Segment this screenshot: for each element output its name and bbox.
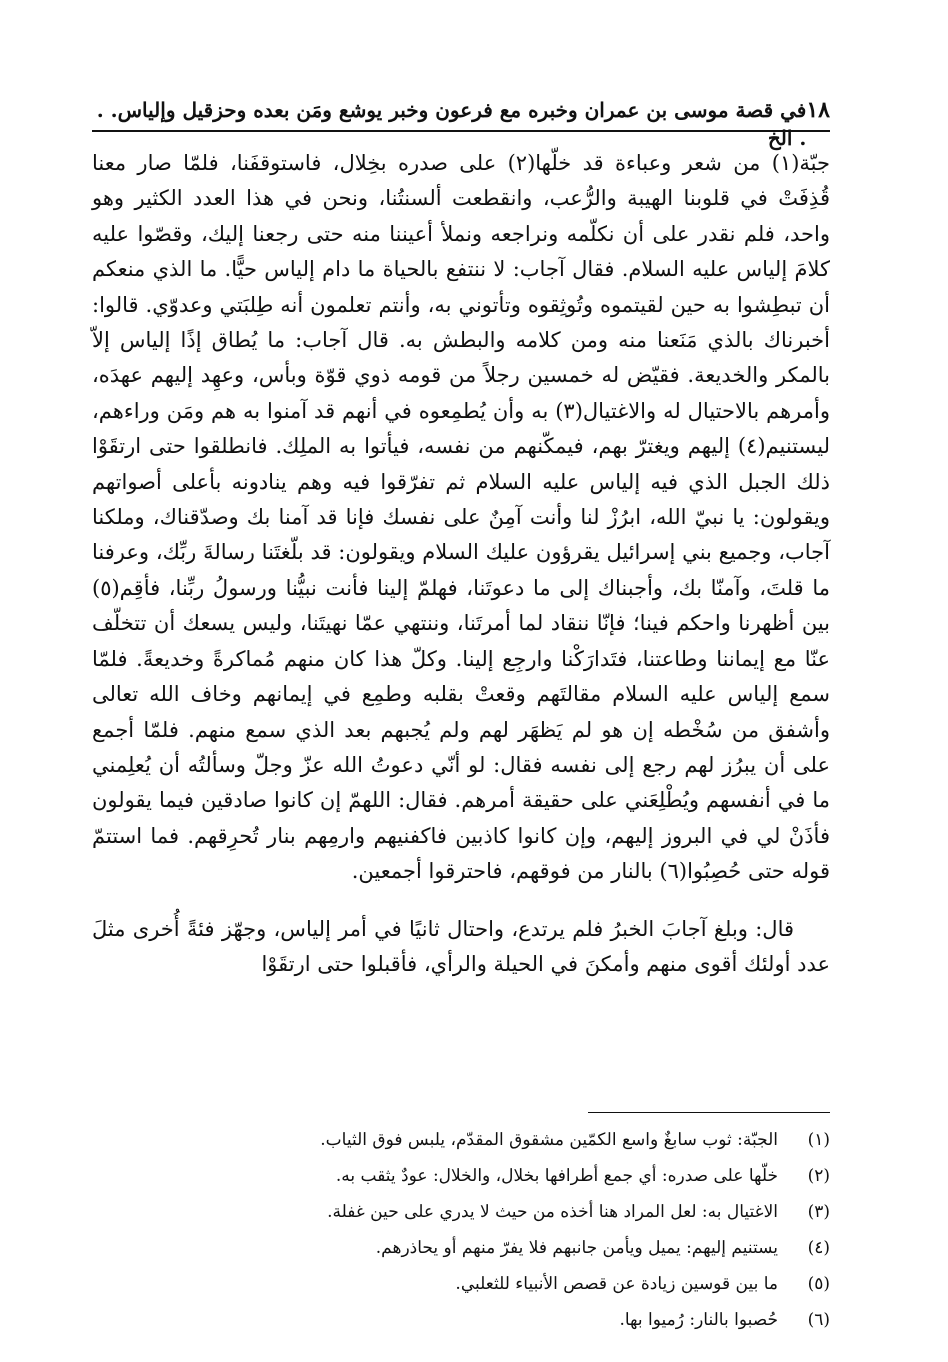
footnotes <box>92 1122 830 1338</box>
footnote-divider <box>588 1112 830 1113</box>
footnote-text: خلّها على صدره: أي جمع أطرافها بخلال، والخلال: عودٌ يثقب به. <box>335 1166 778 1186</box>
main-text <box>92 146 830 982</box>
footnote-text: الجبّة: ثوب سابغٌ واسع الكمّين مشقوق المقدّم، يلبس فوق الثياب. <box>320 1130 778 1150</box>
footnote-number: (١) <box>807 1130 830 1150</box>
footnote-number: (٤) <box>807 1238 830 1258</box>
footnote-item <box>92 1122 830 1158</box>
footnote-number: (٦) <box>807 1310 830 1330</box>
footnote-text: ما بين قوسين زيادة عن قصص الأنبياء للثعلبي. <box>455 1274 778 1294</box>
footnote-item <box>92 1266 830 1302</box>
footnote-text: الاغتيال به: لعل المراد هنا أخذه من حيث لا يدري على حين غفلة. <box>327 1202 778 1222</box>
footnote-number: (٥) <box>807 1274 830 1294</box>
footnote-item <box>92 1230 830 1266</box>
chapter-title: في قصة موسى بن عمران وخبره مع فرعون وخبر يوشع ومَن بعده وحزقيل وإلياس. . . الخ <box>96 98 807 150</box>
footnote-text: يستنيم إليهم: يميل ويأمن جانبهم فلا يفرّ منهم أو يحاذرهم. <box>375 1238 778 1258</box>
footnote-number: (٣) <box>807 1202 830 1222</box>
page-number: ١٨ <box>806 97 830 123</box>
header-divider <box>92 130 830 132</box>
paragraph-1: جبّة(١) من شعر وعباءة قد خلّها(٢) على صدره بخِلال، فاستوقفَنا، فلمّا صار معنا قُذِفَتْ في قلوبنا الهيبة والرُّعب، وانقطعت ألسنتُنا، ونحن في هذا العدد الكثير وهو واحد، فلم نقدر على أن نكلّمه ونراجعه ونملأ أعيننا منه حتى رجعنا إليك، وقصّوا عليه كلامَ إلياس عليه السلام. فقال آجاب: لا ننتفع بالحياة ما دام إلياس حيًّا. ما الذي منعكم أن تبطِشوا به حين لقيتموه وتُوثِقوه وتأتوني به، وأنتم تعلمون أنه طِلبَتي وعدوّي. قالوا: أخبرناك بالذي مَنَعنا منه ومن كلامه والبطش به. قال آجاب: ما يُطاق إذًا إلياس إلاّ بالمكر والخديعة. فقيّض له خمسين رجلاً من قومه ذوي قوّة وبأس، وعهِد إليهم عهدَه، وأمرهم بالاحتيال له والاغتيال(٣) به وأن يُطمِعوه في أنهم قد آمنوا به هم ومَن وراءهم، ليستنيم(٤) إليهم ويغترّ بهم، فيمكّنهم من نفسه، فيأتوا به الملِك. فانطلقوا حتى ارتقَوْا ذلك الجبل الذي فيه إلياس عليه السلام ثم تفرّقوا فيه وهم ينادونه بأعلى أصواتهم ويقولون: يا نبيّ الله، ابرُزْ لنا وأنت آمِنٌ على نفسك فإنا قد آمنا بك وصدّقناك، وملكنا آجاب، وجميع بني إسرائيل يقرؤون عليك السلام ويقولون: قد بلّغتَنا رسالةَ ربِّك، وعرفنا ما قلتَ، وآمنّا بك، وأجبناك إلى ما دعوتَنا، فهلمّ إلينا فأنت نبيُّنا ورسولُ ربِّنا، فأقِم(٥) بين أظهرنا واحكم فينا؛ فإنّا ننقاد لما أمرتَنا، وننتهي عمّا نهيتَنا، وليس يسعك أن تتخلّف عنّا مع إيماننا وطاعتنا، فتَدارَكْنا وارجِع إلينا. وكلّ هذا كان منهم مُماكرةً وخديعةً. فلمّا سمع إلياس عليه السلام مقالتَهم وقعتْ بقلبه وطمِع في إيمانهم وخاف الله تعالى وأشفق من سُخْطه إن هو لم يَظهَر لهم ولم يُجبهم بعد الذي سمع منهم. فلمّا أجمع على أن يبرُز لهم رجع إلى نفسه فقال: لو أنّي دعوتُ الله عزّ وجلّ وسألتُه أن يُعلِمني ما في أنفسهم ويُطْلِعَني على حقيقة أمرهم. فقال: اللهمّ إن كانوا صادقين فيما يقولون فأذَنْ لي في البروز إليهم، وإن كانوا كاذبين فاكفنيهم وارمِهم بنار تُحرِقهم. فما استتمّ قوله حتى حُصِبُوا(٦) بالنار من فوقهم، فاحترقوا أجمعين. <box>92 151 831 884</box>
running-header <box>92 96 830 152</box>
footnote-number: (٢) <box>807 1166 830 1186</box>
footnote-item <box>92 1194 830 1230</box>
footnote-text: حُصبوا بالنار: رُميوا بها. <box>619 1310 778 1330</box>
footnote-item <box>92 1158 830 1194</box>
paragraph-2: قال: وبلغ آجابَ الخبرُ فلم يرتدع، واحتال ثانيًا في أمر إلياس، وجهّز فئةً أُخرى مثلَ عدد أولئك أقوى منهم وأمكنَ في الحيلة والرأي، فأقبلوا حتى ارتقَوْا <box>92 916 830 976</box>
footnote-item <box>92 1302 830 1338</box>
